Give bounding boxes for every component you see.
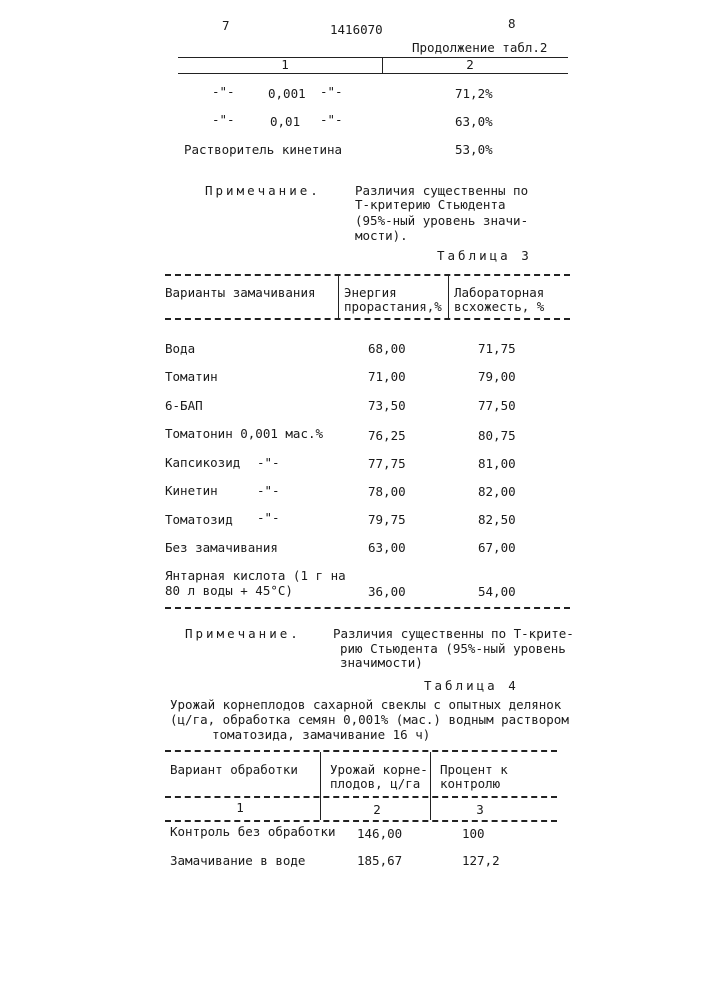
table2-col1-number: 1 [281, 57, 289, 72]
table2-header-rule [178, 73, 568, 74]
table4-row-name: Контроль без обработки [170, 824, 336, 839]
table4-divider-2 [430, 752, 431, 820]
table3-header-germination: всхожесть, % [454, 299, 545, 314]
table3-row-name: Капсикозид [165, 455, 241, 470]
table2-row1-unit: -"- [320, 84, 343, 99]
table3-row-germination: 82,50 [478, 512, 516, 527]
table3-row-energy: 78,00 [368, 484, 406, 499]
table2-column-divider [382, 57, 383, 73]
table3-row-germination: 79,00 [478, 369, 516, 384]
document-number: 1416070 [330, 22, 383, 37]
table4-row-percent: 100 [462, 826, 485, 841]
table2-continuation-caption: Продолжение табл.2 [412, 40, 548, 55]
table2-row3-name: Растворитель кинетина [184, 142, 343, 157]
table4-col-number: 1 [236, 800, 244, 815]
table4-row-name: Замачивание в воде [170, 853, 306, 868]
table3-row-name: Без замачивания [165, 540, 278, 555]
table3-row-name: Томатонин 0,001 мас.% [165, 426, 324, 441]
table3-top-rule [165, 274, 570, 276]
table3-row-ditto: -"- [257, 510, 280, 525]
table3-row-energy: 68,00 [368, 341, 406, 356]
table4-row-yield: 146,00 [357, 826, 403, 841]
table3-row-energy: 63,00 [368, 540, 406, 555]
table3-row-energy: 73,50 [368, 398, 406, 413]
page-number-left: 7 [222, 18, 230, 33]
table3-row-energy: 77,75 [368, 456, 406, 471]
note1-line: мости). [355, 228, 408, 243]
table3-row-name: Кинетин [165, 483, 218, 498]
table3-header-energy: Энергия [344, 285, 397, 300]
note2-label: Примечание. [185, 626, 301, 641]
table4-header-percent: контролю [440, 776, 501, 791]
table2-row1-value: 71,2% [455, 86, 493, 101]
table3-header-rule [165, 318, 570, 320]
table4-header-variant: Вариант обработки [170, 762, 298, 777]
table3-header-germination: Лабораторная [454, 285, 545, 300]
table3-header-energy: прорастания,% [344, 299, 442, 314]
table3-row-ditto: -"- [257, 455, 280, 470]
table3-row-germination: 82,00 [478, 484, 516, 499]
note1-line: Т-критерию Стьюдента [355, 197, 506, 212]
table3-row-energy: 79,75 [368, 512, 406, 527]
table4-header-yield: плодов, ц/га [330, 776, 421, 791]
table4-header-rule [165, 796, 557, 798]
note2-line: Различия существенны по Т-крите- [333, 626, 574, 641]
table3-row-ditto: -"- [257, 483, 280, 498]
table4-caption-line: томатозида, замачивание 16 ч) [212, 727, 431, 742]
note1-line: Различия существенны по [355, 183, 529, 198]
table4-caption-line: (ц/га, обработка семян 0,001% (мас.) водным раствором [170, 712, 569, 727]
table3-row-germination: 54,00 [478, 584, 516, 599]
table2-row1-name: -"- [212, 84, 235, 99]
table3-divider-2 [448, 276, 449, 318]
table3-header-variant: Варианты замачивания [165, 285, 316, 300]
table3-row-name: 80 л воды + 45°С) [165, 583, 293, 598]
table4-col-number: 2 [373, 802, 381, 817]
table2-row2-value: 63,0% [455, 114, 493, 129]
table4-top-rule [165, 750, 557, 752]
table4-row-percent: 127,2 [462, 853, 500, 868]
table2-row2-unit: -"- [320, 112, 343, 127]
table4-caption-line: Урожай корнеплодов сахарной свеклы с опытных делянок [170, 697, 562, 712]
table3-row-name: Томатин [165, 369, 218, 384]
table3-row-name: 6-БАП [165, 398, 203, 413]
table3-row-name: Вода [165, 341, 196, 356]
table3-title: Таблица 3 [437, 248, 532, 263]
table3-row-germination: 80,75 [478, 428, 516, 443]
table4-numbers-rule [165, 820, 557, 822]
table3-bottom-rule [165, 607, 570, 609]
note1-line: (95%-ный уровень значи- [355, 213, 529, 228]
table3-row-energy: 76,25 [368, 428, 406, 443]
table3-row-germination: 71,75 [478, 341, 516, 356]
table3-row-name: Томатозид [165, 512, 233, 527]
table2-col2-number: 2 [466, 57, 474, 72]
table4-divider-1 [320, 752, 321, 820]
table4-title: Таблица 4 [424, 678, 519, 693]
table2-row2-name: -"- [212, 112, 235, 127]
table3-row-energy: 36,00 [368, 584, 406, 599]
table3-row-energy: 71,00 [368, 369, 406, 384]
table3-divider-1 [338, 276, 339, 318]
note2-line: значимости) [340, 655, 423, 670]
note2-line: рию Стьюдента (95%-ный уровень [340, 641, 566, 656]
page-number-right: 8 [508, 16, 516, 31]
table4-header-percent: Процент к [440, 762, 508, 777]
table3-row-germination: 81,00 [478, 456, 516, 471]
table4-col-number: 3 [476, 802, 484, 817]
table2-top-rule [178, 57, 568, 58]
table3-row-germination: 77,50 [478, 398, 516, 413]
note1-label: Примечание. [205, 183, 321, 198]
table4-row-yield: 185,67 [357, 853, 403, 868]
table2-row2-conc: 0,01 [270, 114, 301, 129]
table4-header-yield: Урожай корне- [330, 762, 428, 777]
table2-row3-value: 53,0% [455, 142, 493, 157]
table3-row-name: Янтарная кислота (1 г на [165, 568, 346, 583]
table2-row1-conc: 0,001 [268, 86, 306, 101]
table3-row-germination: 67,00 [478, 540, 516, 555]
